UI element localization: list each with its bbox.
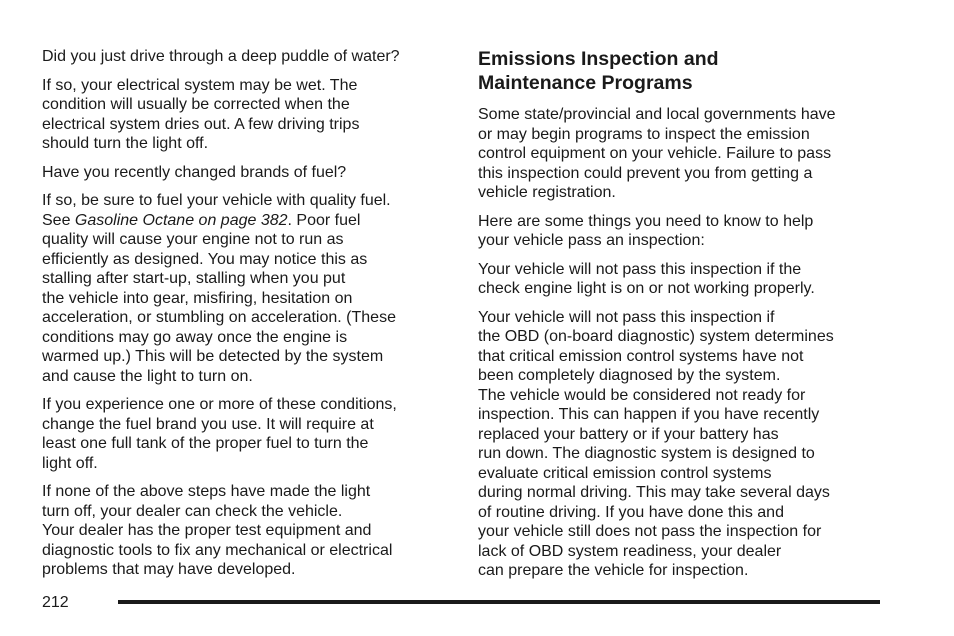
paragraph-change-fuel-brand: If you experience one or more of these conditions, change the fuel brand you use. It will require at least one full tank of the proper fuel to turn the light off. <box>42 396 397 472</box>
footer-divider <box>118 600 880 604</box>
right-column <box>478 47 888 590</box>
paragraph-electrical-wet: If so, your electrical system may be wet. The condition will usually be corrected when the electrical system dries out. A few driving trips should turn the light off. <box>42 76 360 152</box>
left-column <box>42 47 452 589</box>
paragraph-things-to-know: Here are some things you need to know to help your vehicle pass an inspection: <box>478 212 814 249</box>
paragraph-quality-fuel: If so, be sure to fuel your vehicle with quality fuel. See Gasoline Octane on page 382. Poor fuel quality will cause your engine not to run as efficiently as designed. You may notice this as stalling after start-up, stalling when you put the vehicle into gear, misfiring, hesitation on acceleration, or stumbling on acceleration. (These conditions may go away once the engine is warmed up.) This will be detected by the system and cause the light to turn on. <box>42 192 396 385</box>
page-number: 212 <box>42 594 69 611</box>
gasoline-octane-reference: Gasoline Octane on page 382 <box>74 211 288 229</box>
paragraph-check-engine-light: Your vehicle will not pass this inspection if the check engine light is on or not working properly. <box>478 260 815 297</box>
paragraph-puddle-question: Did you just drive through a deep puddle of water? <box>42 48 400 65</box>
paragraph-fuel-question: Have you recently changed brands of fuel? <box>42 163 347 181</box>
paragraph-dealer-check: If none of the above steps have made the light turn off, your dealer can check the vehicle. Your dealer has the proper test equipment and diagnostic tools to fix any mechanical or electrical problems that may have developed. <box>42 483 393 578</box>
paragraph-obd-readiness: Your vehicle will not pass this inspection if the OBD (on-board diagnostic) system determines that critical emission control systems have not been completely diagnosed by the system. The vehicle would be considered not ready for inspection. This can happen if you have recently replaced your battery or if your battery has run down. The diagnostic system is designed to evaluate critical emission control systems during normal driving. This may take several days of routine driving. If you have done this and your vehicle still does not pass the inspection for lack of OBD system readiness, your dealer can prepare the vehicle for inspection. <box>478 308 834 579</box>
paragraph-inspection-programs: Some state/provincial and local governments have or may begin programs to inspect the emission control equipment on your vehicle. Failure to pass this inspection could prevent you from getting a vehicle registration. <box>478 106 836 201</box>
section-heading-emissions: Emissions Inspection and Maintenance Programs <box>478 48 719 94</box>
